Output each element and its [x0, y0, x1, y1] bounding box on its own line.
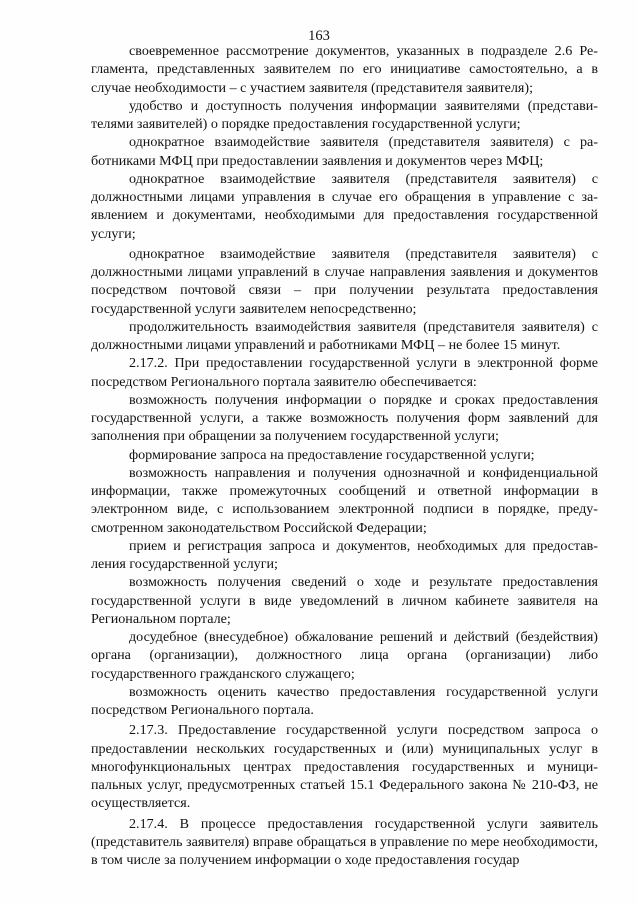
section-paragraph: 2.17.2. При предоставлении государственной услуги в электронной форме посредством Регионального портала заявителю обеспечивается:: [91, 355, 598, 390]
paragraph: однократное взаимодействие заявителя (представителя заявителя) с должностными лицами управлений в случае направления заявления и документов посредством почтовой связи – при получении результата предоставления государственной услуги заявителем непосредственно;: [91, 245, 598, 317]
paragraph: возможность направления и получения однозначной и конфиденциальной информации, также промежуточных сообщений и ответной информации в электронном виде, с использованием электронной подписи в порядке, предусмотренном законодательством Российской Федерации;: [91, 464, 598, 536]
paragraph: удобство и доступность получения информации заявителями (представителями заявителей) о порядке предоставления государственной услуги;: [91, 97, 598, 132]
paragraph: продолжительность взаимодействия заявителя (представителя заявителя) с должностными лицами управлений и работниками МФЦ – не более 15 минут.: [91, 318, 598, 353]
paragraph: формирование запроса на предоставление государственной услуги;: [129, 446, 535, 463]
page-number: 163: [308, 28, 330, 44]
section-paragraph: 2.17.3. Предоставление государственной услуги посредством запроса о предоставлении нескольких государственных и (или) муниципальных услуг в многофункциональных центрах предоставления государственных и муниципальных услуг, предусмотренных статьей 15.1 Федерального закона № 210-ФЗ, не осуществляется.: [91, 722, 598, 812]
paragraph: прием и регистрация запроса и документов, необходимых для предоставления государственной услуги;: [91, 537, 598, 572]
paragraph: своевременное рассмотрение документов, указанных в подразделе 2.6 Регламента, представленных заявителем по его инициативе самостоятельно, а в случае необходимости – с участием заявителя (представителя заявителя);: [91, 43, 598, 96]
paragraph: возможность оценить качество предоставления государственной услуги посредством Регионального портала.: [91, 683, 598, 718]
paragraph: досудебное (внесудебное) обжалование решений и действий (бездействия) органа (организации), должностного лица органа (организации) либо государственного гражданского служащего;: [91, 629, 598, 682]
section-paragraph: 2.17.4. В процессе предоставления государственной услуги заявитель (представитель заявителя) вправе обращаться в управление по мере необходимости, в том числе за получением информации о ходе предоставления государ: [91, 815, 598, 868]
document-body: [91, 42, 598, 869]
paragraph: возможность получения сведений о ходе и результате предоставления государственной услуги в виде уведомлений в личном кабинете заявителя на Региональном портале;: [91, 574, 598, 627]
paragraph: возможность получения информации о порядке и сроках предоставления государственной услуги, а также возможность получения форм заявлений для заполнения при обращении за получением государственной услуги;: [91, 391, 598, 445]
paragraph: однократное взаимодействие заявителя (представителя заявителя) с должностными лицами управления в случае его обращения в управление с заявлением и документами, необходимыми для предоставления государственной услуги;: [91, 170, 598, 242]
paragraph: однократное взаимодействие заявителя (представителя заявителя) с работниками МФЦ при предоставлении заявления и документов через МФЦ;: [91, 134, 598, 169]
